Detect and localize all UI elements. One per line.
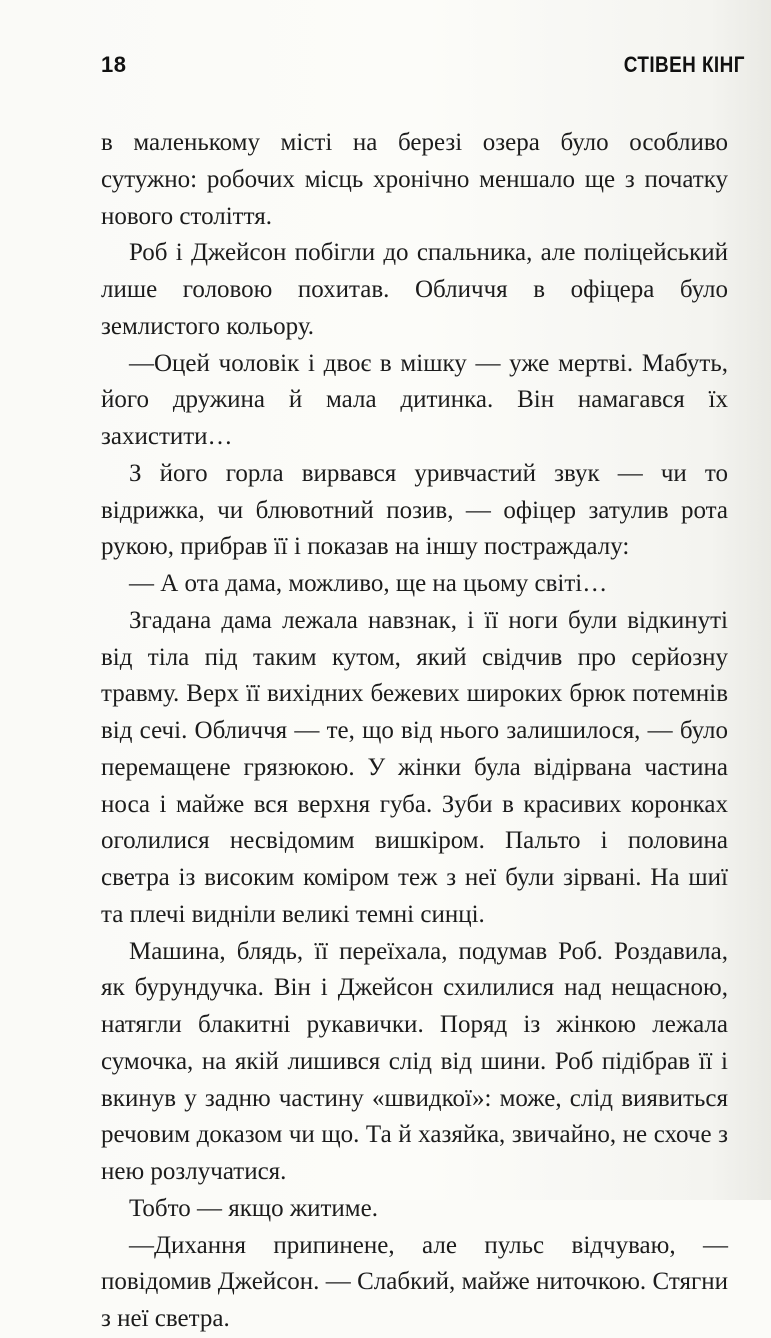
paragraph: З його горла вирвався уривчастий звук — чи то відрижка, чи блювотний позив, — офіцер затулив рота рукою, прибрав її і показав на іншу постраждалу: [101, 459, 728, 561]
running-head-author: СТІВЕН КІНГ [623, 52, 745, 77]
paragraph: —Оцей чоловік і двоє в мішку — уже мертві. Мабуть, його дружина й мала дитинка. Він намагався їх захистити… [101, 349, 728, 450]
paragraph: —Дихання припинене, але пульс відчуваю, — повідомив Джейсон. — Слабкий, майже ниточкою. Стягни з неї светра. [101, 1231, 728, 1332]
paragraph: в маленькому місті на березі озера було особливо сутужно: робочих місць хронічно меншало ще з початку нового століття. [101, 129, 728, 230]
paragraph: Машина, блядь, її переїхала, подумав Роб. Роздавила, як бурундучка. Він і Джейсон схилилися над нещасною, натягли блакитні рукавички. Поряд із жінкою лежала сумочка, на якій лишився слід від шини. Роб підібрав її і вкинув у задню частину «швидкої»: може, слід виявиться речовим доказом чи що. Та й хазяйка, звичайно, не схоче з нею розлучатися. [101, 937, 728, 1185]
page-header [101, 52, 771, 88]
paragraph: Згадана дама лежала навзнак, і її ноги були відкинуті від тіла під таким кутом, який свідчив про серйозну травму. Верх її вихідних бежевих широких брюк потемнів від сечі. Обличчя — те, що від нього залишилося, — було перемащене грязюкою. У жінки була відірвана частина носа і майже вся верхня губа. Зуби в красивих коронках оголилися несвідомим вишкіром. Пальто і половина светра із високим коміром теж з неї були зірвані. На шиї та плечі видніли великі темні синці. [101, 606, 728, 928]
paragraph: — А ота дама, можливо, ще на цьому світі… [129, 570, 608, 597]
page-number: 18 [101, 52, 127, 77]
paragraph: Тобто — якщо житиме. [129, 1194, 378, 1222]
paragraph: Роб і Джейсон побігли до спальника, але поліцейський лише головою похитав. Обличчя в офіцера було землистого кольору. [101, 239, 728, 340]
body-text [101, 125, 728, 1338]
